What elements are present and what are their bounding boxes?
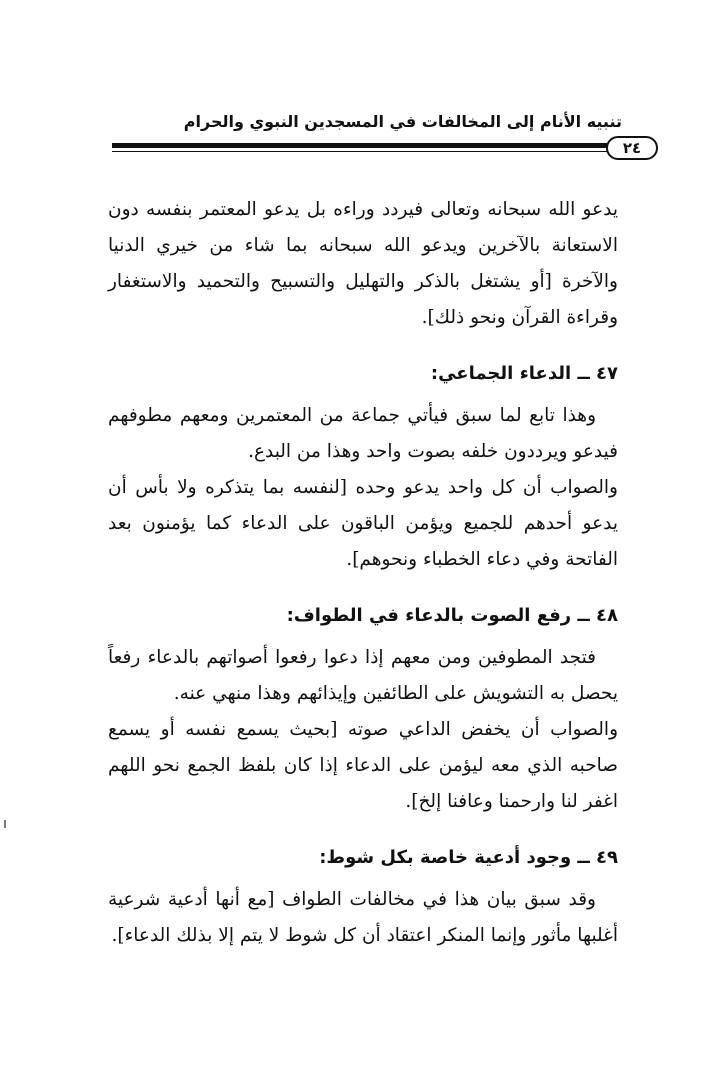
- section-49-heading: ٤٩ ــ وجود أدعية خاصة بكل شوط:: [319, 847, 618, 868]
- section-48-paragraph-1: فتجد المطوفين ومن معهم إذا دعوا رفعوا أصواتهم بالدعاء رفعاً يحصل به التشويش على الطائفين وإيذائهم وهذا منهي عنه.: [108, 647, 618, 704]
- header-rule-thin: [112, 151, 610, 152]
- section-47-paragraph-1: وهذا تابع لما سبق فيأتي جماعة من المعتمرين ومعهم مطوفهم فيدعو ويرددون خلفه بصوت واحد وهذا من البدع.: [108, 405, 618, 462]
- page-number: ٢٤: [606, 136, 658, 160]
- section-49-paragraph-1: وقد سبق بيان هذا في مخالفات الطواف [مع أنها أدعية شرعية أغلبها مأثور وإنما المنكر اعتقاد أن كل شوط لا يتم إلا بذلك الدعاء].: [108, 889, 618, 946]
- section-48-paragraph-2: والصواب أن يخفض الداعي صوته [بحيث يسمع نفسه أو يسمع صاحبه الذي معه ليؤمن على الدعاء إذا كان بلفظ الجمع نحو اللهم اغفر لنا وارحمنا وعافنا إلخ].: [108, 719, 618, 812]
- page-body: [108, 192, 618, 954]
- intro-paragraph: يدعو الله سبحانه وتعالى فيردد وراءه بل يدعو المعتمر بنفسه دون الاستعانة بالآخرين ويدعو الله سبحانه بما شاء من خيري الدنيا والآخرة [أو يشتغل بالذكر والتهليل والتسبيح والتحميد والاستغفار وقراءة القرآن ونحو ذلك].: [108, 199, 618, 328]
- header-rule-thick: [112, 143, 610, 148]
- section-47-paragraph-2: والصواب أن كل واحد يدعو وحده [لنفسه بما يتذكره ولا بأس أن يدعو أحدهم للجميع ويؤمن الباقون على الدعاء كما يؤمنون بعد الفاتحة وفي دعاء الخطباء ونحوهم].: [108, 477, 618, 570]
- scan-margin-mark: [4, 820, 6, 828]
- running-header-title: تنبيه الأنام إلى المخالفات في المسجدين النبوي والحرام: [183, 112, 622, 131]
- section-48-heading: ٤٨ ــ رفع الصوت بالدعاء في الطواف:: [286, 605, 618, 626]
- section-47-heading: ٤٧ ــ الدعاء الجماعي:: [430, 363, 618, 384]
